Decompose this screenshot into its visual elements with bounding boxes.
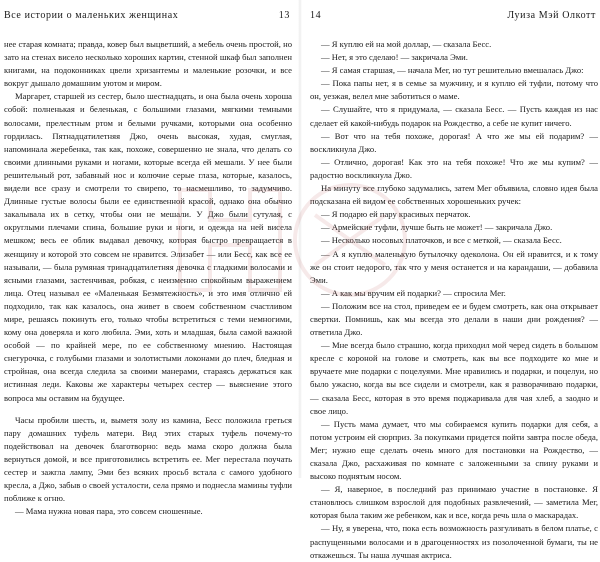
paragraph: — Ну, я уверена, что, пока есть возможность разгуливать в белом платье, с распущенными волосами и в драгоценностях из позолоченной бумаги, ты не откажешься. Ты наша лучшая актриса.	[310, 523, 598, 560]
paragraph: — Нет, я это сделаю! — закричала Эми.	[321, 52, 468, 63]
paragraph: — А как мы вручим ей подарки? — спросила Мег.	[321, 287, 506, 298]
paragraph: — Несколько носовых платочков, и все с меткой, — сказала Бесс.	[321, 235, 562, 246]
paragraph: — Пока папы нет, я в семье за мужчину, и я куплю ей туфли, потому что он, уезжая, велел мне заботиться о маме.	[310, 78, 598, 102]
paragraph: — Я куплю ей на мой доллар, — сказала Бесс.	[321, 39, 492, 49]
paragraph: — Я, наверное, в последний раз принимаю участие в постановке. Я становлюсь слишком взрослой для подобных развлечений, — заметила Мег, которая была таким же ребенком, как и все, когда речь шла о маскарадах.	[310, 484, 598, 521]
paragraph: нее старая комната; правда, ковер был выцветший, а мебель очень простой, но зато на стенах висело несколько хороших картин, стенной шкаф был заполнен книгами, на подоконниках цвели хризантемы и маленькие розочки, и все вокруг дышало домашним уютом и миром.	[4, 39, 292, 89]
paragraph: — Пусть мама думает, что мы собираемся купить подарки для себя, а потом устроим ей сюрприз. За покупками придется пойти завтра после обеда, Мег; нужно еще сделать очень много для постановки на Рождество, — сказала Джо, расхаживая по комнате с заложенными за спину руками и высоко поднятым носом.	[310, 418, 598, 482]
book-gutter	[298, 0, 302, 478]
paragraph: — Я подарю ей пару красивых перчаток.	[321, 209, 471, 220]
paragraph: — Мне всегда было страшно, когда приходил мой черед сидеть в большом кресле с короной на голове и смотреть, как вы все подходите ко мне и вручаете мне подарки с поцелуями. Мне нравились и подарки, и поцелуи, но было ужасно, когда вы все сидели и смотрели, как я разворачиваю подарки, — сказала Бесс, которая в это время поджаривала для чая хлеб, а заодно и свое лицо.	[310, 340, 598, 416]
left-body-text	[4, 38, 292, 518]
paragraph: — Положим все на стол, приведем ее и будем смотреть, как она открывает свертки. Помнишь, как мы всегда это делали в наши дни рождения? — ответила Джо.	[310, 300, 598, 338]
page-number: 13	[278, 10, 290, 21]
paragraph: Маргарет, старшей из сестер, было шестнадцать, и она была очень хороша собой: полненькая и беленькая, с большими глазами, мягкими темными волосами, прелестным ртом и белыми ручками, которыми она особенно гордилась. Пятнадцатилетняя Джо, очень высокая, худая, смуглая, напоминала жеребенка, так как, похоже, совершенно не знала, что делать со своими длинными руками и ногами, которые всегда ей мешали. У нее были решительный рот, забавный нос и колючие серые глаза, которые, казалось, видели все сразу и смотрели то свирепо, то насмешливо, то задумчиво. Длинные густые волосы были ее единственной красой, однако она обычно закалывала их в сетку, чтобы они не мешали. У Джо были сутулая, с округлыми плечами спина, большие руки и ноги, и одежда на ней висела мешком; весь ее облик выдавал девочку, которая быстро превращается в женщину и которой это совсем не нравится. Элизабет — или Бесс, как все ее называли, — была румяная тринадцатилетняя девочка с гладкими волосами и ясными глазами, застенчивая, робкая, с неизменно спокойным выражением лица. Отец называл ее «Маленькая Безмятежность», и это имя отлично ей подходило, так как казалось, она живет в своем собственном счастливом мире, решаясь покинуть его, только чтобы встретиться с теми немногими, кому она доверяла и кого любила. Эми, хоть и младшая, была самой важной особой — по крайней мере, по ее собственному мнению. Настоящая снегурочка, с голубыми глазами и золотистыми локонами до плеч, бледная и стройная, она всегда следила за своими манерами, стараясь держаться как истинная леди. Каковы же характеры четырех сестер — выяснение этого вопроса мы оставим на будущее.	[4, 91, 292, 403]
right-body-text	[310, 38, 598, 562]
paragraph: — Вот что на тебя похоже, дорогая! А что же мы ей подарим? — воскликнула Джо.	[310, 130, 598, 154]
paragraph: — Отлично, дорогая! Как это на тебя похоже! Что же мы купим? — радостно воскликнула Джо.	[310, 156, 598, 180]
right-running-head	[310, 10, 598, 24]
paragraph: На минуту все глубоко задумались, затем Мег объявила, словно идея была подсказана ей видом ее собственных хорошеньких ручек:	[310, 183, 598, 207]
running-title: Все истории о маленьких женщинах	[4, 10, 179, 21]
running-author: Луиза Мэй Олкотт	[507, 10, 596, 21]
paragraph: Часы пробили шесть, и, выметя золу из камина, Бесс положила греться пару домашних туфель матери. Вид этих старых туфель почему-то подействовал на девочек благотворно: ведь мама скоро должна была вернуться домой, и все приготовились встретить ее. Мег перестала поучать сестер и зажгла лампу, Эми без всяких просьб встала с самого удобного кресла, а Джо, забыв о своей усталости, села прямо и поднесла мамины туфли поближе к огню.	[4, 414, 292, 504]
paragraph: — А я куплю маленькую бутылочку одеколона. Он ей нравится, и к тому же он стоит недорого, так что у меня останется и на карандаши, — добавила Эми.	[310, 248, 598, 285]
paragraph: — Я самая старшая, — начала Мег, но тут решительно вмешалась Джо:	[321, 65, 584, 76]
left-running-head	[4, 10, 292, 24]
page-number: 14	[310, 10, 322, 21]
right-page	[310, 0, 598, 560]
paragraph: — Мама нужна новая пара, это совсем сношенные.	[15, 506, 203, 517]
paragraph: — Армейские туфли, лучше быть не может! — закричала Джо.	[321, 222, 553, 233]
paragraph: — Слушайте, что я придумала, — сказала Бесс. — Пусть каждая из нас сделает ей какой-нибудь подарок на Рождество, а себе не купит ничего.	[310, 104, 598, 128]
left-page	[4, 0, 292, 517]
